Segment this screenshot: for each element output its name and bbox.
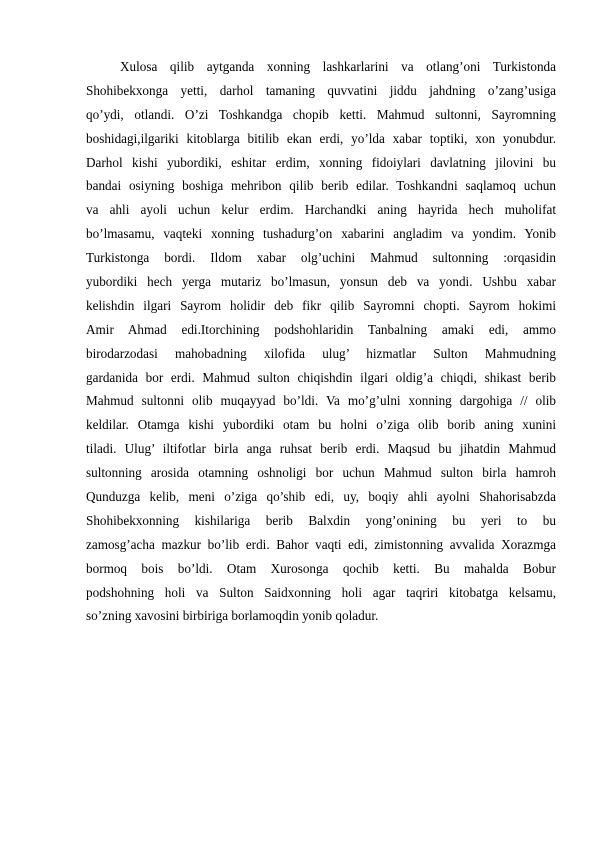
paragraph-line: yubordiki hech yerga mutariz bo’lmasun, yonsun deb va yondi. Ushbu xabar (86, 274, 556, 290)
paragraph-line: bormoq bois bo’ldi. Otam Xurosonga qochib ketti. Bu mahalda Bobur (86, 560, 556, 576)
paragraph-line: Amir Ahmad edi.Itorchining podshohlaridin Tanbalning amaki edi, ammo (86, 321, 556, 337)
paragraph-line: keldilar. Otamga kishi yubordiki otam bu holni o’ziga olib borib aning xunini (86, 417, 556, 433)
paragraph-line: Mahmud sultonni olib muqayyad bo’ldi. Va mo’g’ulni xonning dargohiga // olib (86, 393, 556, 409)
paragraph-line: tiladi. Ulug’ iltifotlar birla anga ruhsat berib erdi. Maqsud bu jihatdin Mahmud (86, 441, 556, 457)
paragraph-line: bo’lmasamu, vaqteki xonning tushadurg’on xabarini angladim va yondim. Yonib (86, 226, 556, 242)
paragraph-line: Shohibekxonga yetti, darhol tamaning quvvatini jiddu jahdning o’zang’usiga (86, 82, 556, 98)
paragraph-line: zamosg’acha mazkur bo’lib erdi. Bahor vaqti edi, zimistonning avvalida Xorazmga (86, 536, 556, 552)
paragraph-line: bandai osiyning boshiga mehribon qilib berib edilar. Toshkandni saqlamoq uchun (86, 178, 556, 194)
paragraph-line: qo’ydi, otlandi. O’zi Toshkandga chopib ketti. Mahmud sultonni, Sayromning (86, 106, 556, 122)
paragraph-line: birodarzodasi mahobadning xilofida ulug’ hizmatlar Sulton Mahmudning (86, 345, 556, 361)
paragraph-line: gardanida bor erdi. Mahmud sulton chiqishdin ilgari oldig’a chiqdi, shikast berib (86, 369, 556, 385)
paragraph-line: podshohning holi va Sulton Saidxonning holi agar taqriri kitobatga kelsamu, (86, 584, 556, 600)
paragraph-line: Turkistonga bordi. Ildom xabar olg’uchini Mahmud sultonning :orqasidin (86, 250, 556, 266)
paragraph-line: sultonning arosida otamning oshnoligi bor uchun Mahmud sulton birla hamroh (86, 465, 556, 481)
paragraph-line: kelishdin ilgari Sayrom holidir deb fikr qilib Sayromni chopti. Sayrom hokimi (86, 297, 556, 313)
paragraph-line: va ahli ayoli uchun kelur erdim. Harchandki aning hayrida hech muholifat (86, 202, 556, 218)
body-paragraph (86, 55, 556, 628)
paragraph-line: so’zning xavosini birbiriga borlamoqdin yonib qoladur. (86, 608, 379, 624)
paragraph-line: Xulosa qilib aytganda xonning lashkarlarini va otlang’oni Turkistonda (120, 59, 556, 74)
paragraph-line: boshidagi,ilgariki kitoblarga bitilib ekan erdi, yo’lda xabar toptiki, xon yonubdur. (86, 130, 556, 146)
paragraph-line: Darhol kishi yubordiki, eshitar erdim, xonning fidoiylari davlatning jilovini bu (86, 154, 556, 170)
paragraph-line: Shohibekxonning kishilariga berib Balxdin yong’onining bu yeri to bu (86, 512, 556, 528)
paragraph-line: Qunduzga kelib, meni o’ziga qo’shib edi, uy, boqiy ahli ayolni Shahorisabzda (86, 489, 556, 505)
